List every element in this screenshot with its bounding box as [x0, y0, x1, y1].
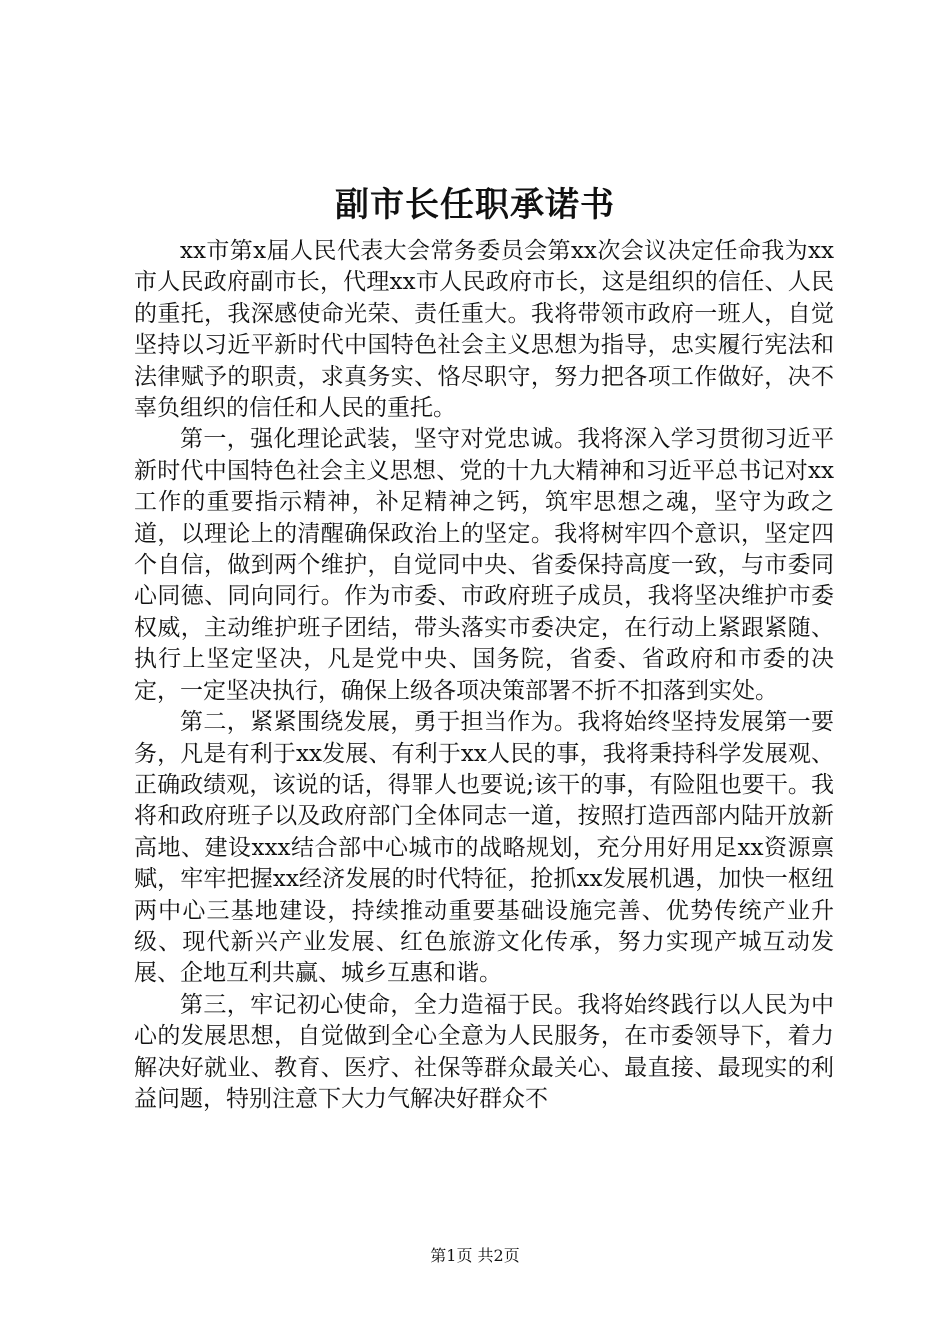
- document-body: [134, 236, 834, 1115]
- document-title: 副市长任职承诺书: [335, 185, 615, 225]
- paragraph-third: 第三，牢记初心使命，全力造福于民。我将始终践行以人民为中心的发展思想，自觉做到全心全意为人民服务，在市委领导下，着力解决好就业、教育、医疗、社保等群众最关心、最直接、最现实的利益问题，特别注意下大力气解决好群众不: [134, 991, 834, 1112]
- paragraph-second: 第二，紧紧围绕发展，勇于担当作为。我将始终坚持发展第一要务，凡是有利于xx发展、有利于xx人民的事，我将秉持科学发展观、正确政绩观，该说的话，得罪人也要说;该干的事，有险阻也要干。我将和政府班子以及政府部门全体同志一道，按照打造西部内陆开放新高地、建设xxx结合部中心城市的战略规划，充分用好用足xx资源禀赋，牢牢把握xx经济发展的时代特征，抢抓xx发展机遇，加快一枢纽两中心三基地建设，持续推动重要基础设施完善、优势传统产业升级、现代新兴产业发展、红色旅游文化传承，努力实现产城互动发展、企地互利共赢、城乡互惠和谐。: [134, 709, 834, 987]
- page-number-footer: 第1页 共2页: [430, 1246, 520, 1265]
- paragraph-first: 第一，强化理论武装，坚守对党忠诚。我将深入学习贯彻习近平新时代中国特色社会主义思想、党的十九大精神和习近平总书记对xx工作的重要指示精神，补足精神之钙，筑牢思想之魂，坚守为政之道，以理论上的清醒确保政治上的坚定。我将树牢四个意识，坚定四个自信，做到两个维护，自觉同中央、省委保持高度一致，与市委同心同德、同向同行。作为市委、市政府班子成员，我将坚决维护市委权威，主动维护班子团结，带头落实市委决定，在行动上紧跟紧随、执行上坚定坚决，凡是党中央、国务院，省委、省政府和市委的决定，一定坚决执行，确保上级各项决策部署不折不扣落到实处。: [134, 426, 834, 704]
- paragraph-intro: xx市第x届人民代表大会常务委员会第xx次会议决定任命我为xx市人民政府副市长，代理xx市人民政府市长，这是组织的信任、人民的重托，我深感使命光荣、责任重大。我将带领市政府一班人，自觉坚持以习近平新时代中国特色社会主义思想为指导，忠实履行宪法和法律赋予的职责，求真务实、恪尽职守，努力把各项工作做好，决不辜负组织的信任和人民的重托。: [134, 238, 834, 422]
